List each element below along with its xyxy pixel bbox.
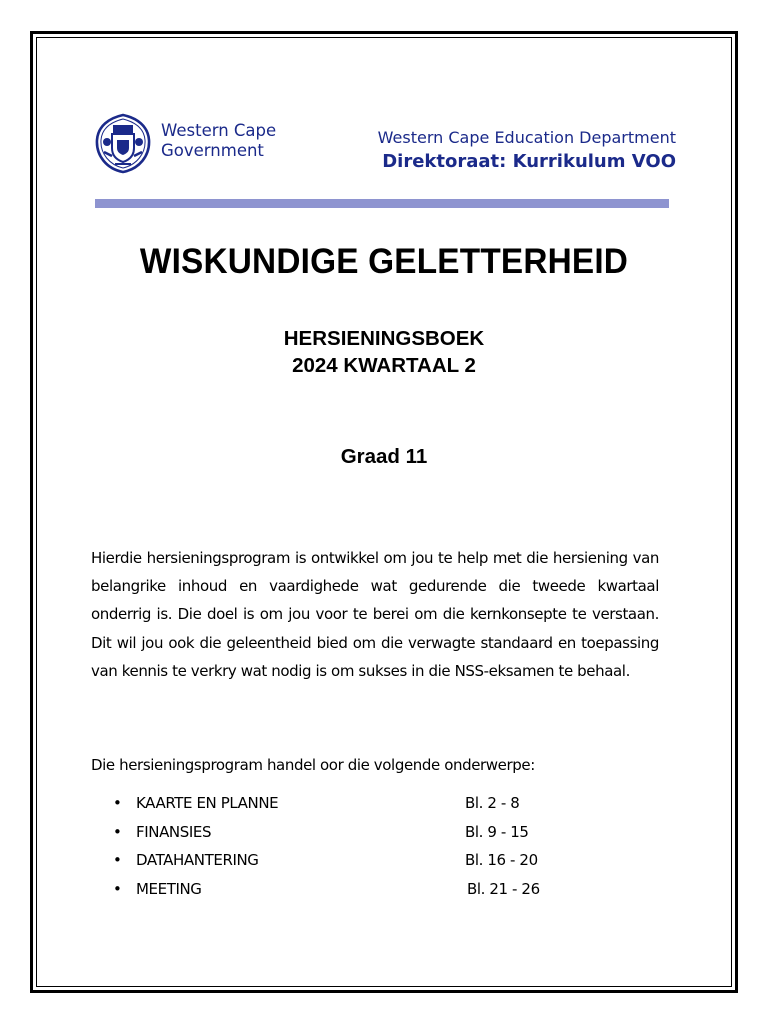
topic-item bbox=[113, 791, 573, 820]
topic-name: KAARTE EN PLANNE bbox=[136, 794, 279, 812]
topics-list bbox=[113, 791, 573, 905]
document-subtitle bbox=[0, 325, 768, 379]
topics-intro: Die hersieningsprogram handel oor die volgende onderwerpe: bbox=[91, 756, 535, 774]
topic-pages: Bl. 9 - 15 bbox=[465, 822, 529, 841]
topic-name: DATAHANTERING bbox=[136, 851, 259, 869]
bullet-icon: • bbox=[113, 879, 122, 898]
government-name-line1: Western Cape bbox=[161, 121, 277, 140]
subtitle-line1: HERSIENINGSBOEK bbox=[283, 327, 485, 350]
government-name-line2: Government bbox=[161, 141, 264, 160]
government-name bbox=[161, 121, 276, 161]
directorate-name: Direktoraat: Kurrikulum VOO bbox=[382, 151, 676, 172]
bullet-icon: • bbox=[113, 851, 122, 869]
bullet-icon: • bbox=[113, 794, 122, 812]
header-rule bbox=[95, 199, 669, 208]
department-name: Western Cape Education Department bbox=[377, 128, 676, 147]
topic-item bbox=[113, 848, 573, 877]
topic-item bbox=[113, 820, 573, 849]
grade-label: Graad 11 bbox=[340, 445, 428, 468]
department-block bbox=[378, 127, 676, 175]
topic-pages: Bl. 21 - 26 bbox=[467, 879, 540, 898]
topic-name: MEETING bbox=[136, 879, 202, 898]
topic-pages: Bl. 16 - 20 bbox=[465, 851, 538, 869]
bullet-icon: • bbox=[113, 822, 122, 841]
intro-paragraph: Hierdie hersieningsprogram is ontwikkel om jou te help met die hersiening van belangrike inhoud en vaardighede wat gedurende die tweede kwartaal onderrig is. Die doel is om jou voor te berei om die kernkonsepte te verstaan. Dit wil jou ook die geleentheid bied om die verwagte standaard en toepassing van kennis te verkry wat nodig is om sukses in die NSS-eksamen te behaal. bbox=[91, 549, 659, 680]
topic-pages: Bl. 2 - 8 bbox=[465, 794, 520, 812]
document-title: WISKUNDIGE GELETTERHEID bbox=[139, 241, 629, 281]
topic-item bbox=[113, 877, 573, 906]
topic-name: FINANSIES bbox=[136, 822, 212, 841]
coat-of-arms-icon bbox=[93, 112, 153, 174]
subtitle-line2: 2024 KWARTAAL 2 bbox=[292, 354, 476, 377]
